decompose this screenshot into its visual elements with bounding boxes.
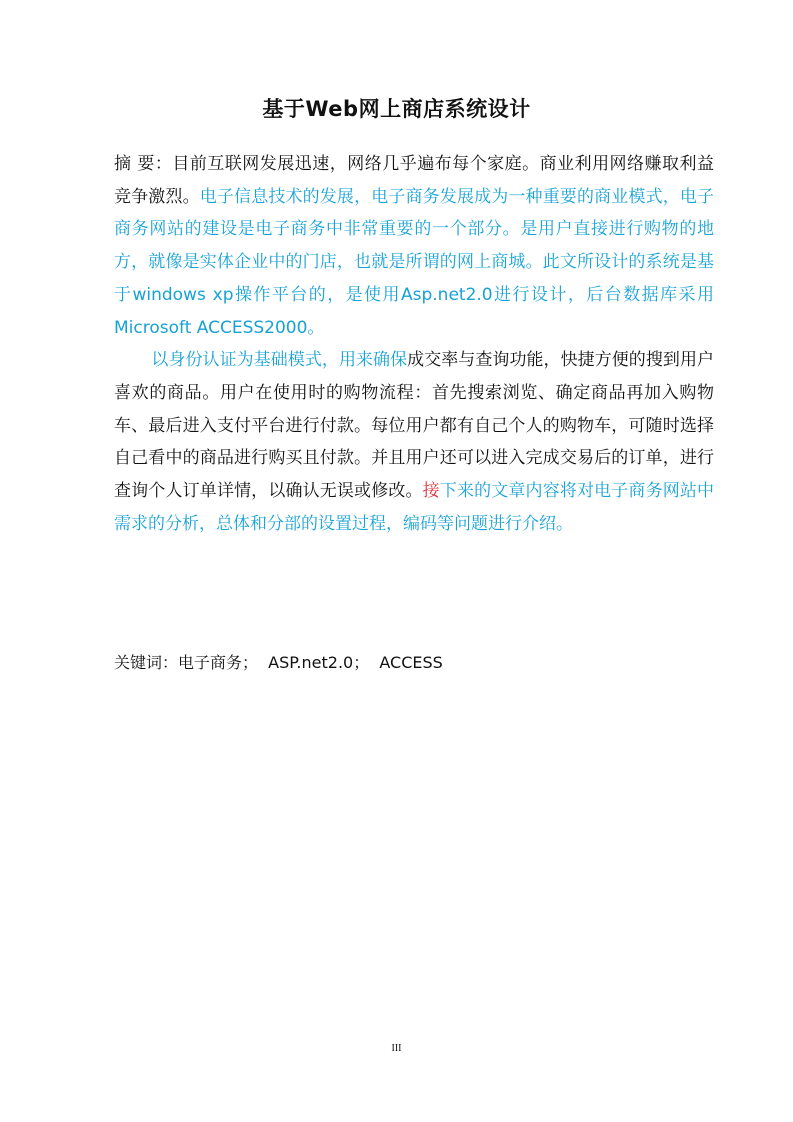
abstract-text-black: 目前互联网发展迅速，网络几乎遍布每个家庭。商业利用网络赚取利益竞争激烈。 <box>114 154 714 207</box>
document-title: 基于Web网上商店系统设计 <box>262 97 531 121</box>
abstract-p2-highlight-end: 下来的文章内容将对电子商务网站中需求的分析，总体和分部的设置过程，编码等问题进行介绍。 <box>114 481 715 534</box>
abstract-paragraph-2 <box>114 344 714 540</box>
abstract-text-highlight: 电子信息技术的发展，电子商务发展成为一种重要的商业模式，电子商务网站的建设是电子商务中非常重要的一个部分。是用户直接进行购物的地方，就像是实体企业中的门店，也就是所谓的网上商城。此文所设计的系统是基于windows xp操作平台的，是使用Asp.net2.0进行设计，后台数据库采用Microsoft ACCESS2000。 <box>114 186 715 338</box>
abstract-body <box>114 148 714 540</box>
abstract-p2-text-black: 成交率与查询功能，快捷方便的搜到用户喜欢的商品。用户在使用时的购物流程：首先搜索浏览、确定商品再加入购物车、最后进入支付平台进行付款。每位用户都有自己个人的购物车，可随时选择自己看中的商品进行购买且付款。并且用户还可以进入完成交易后的订单，进行查询个人订单详情，以确认无误或修改。 <box>114 350 715 502</box>
page-number: III <box>391 1043 402 1054</box>
abstract-label: 摘 要： <box>114 154 173 174</box>
abstract-paragraph-1 <box>114 148 714 344</box>
keywords-line: 关键词：电子商务； ASP.net2.0； ACCESS <box>114 653 443 672</box>
abstract-p2-red-char: 接 <box>422 481 440 502</box>
abstract-p2-highlight-start: 以身份认证为基础模式，用来确保 <box>151 350 408 371</box>
